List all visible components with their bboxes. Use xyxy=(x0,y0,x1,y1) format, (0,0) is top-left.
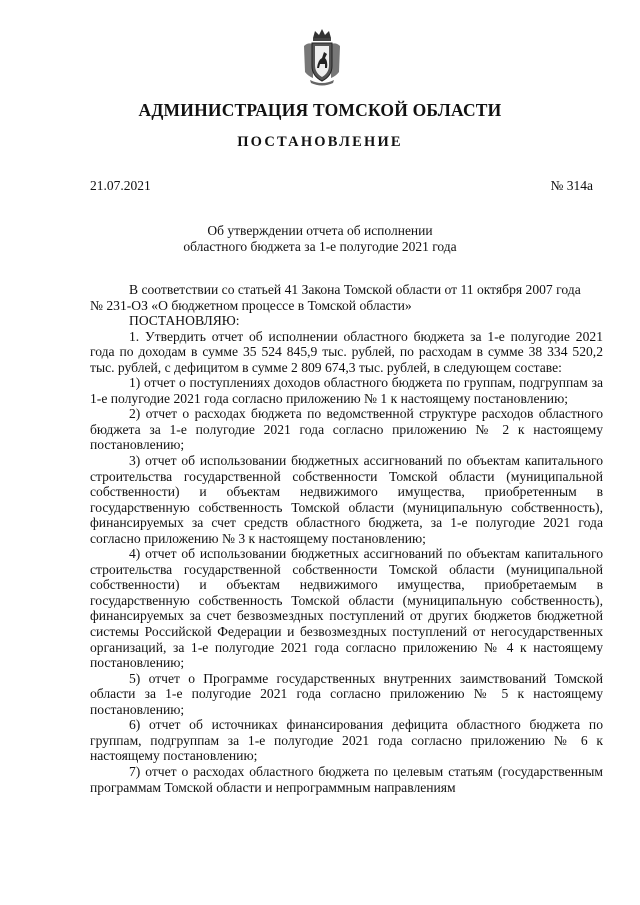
document-title xyxy=(0,223,640,255)
paragraph-item-1: 1) отчет о поступлениях доходов областного бюджета по группам, подгруппам за 1-е полугодие 2021 года согласно приложению № 1 к настоящему постановлению; xyxy=(90,375,603,406)
preamble-line-2: № 231-ОЗ «О бюджетном процессе в Томской области» xyxy=(90,297,412,313)
paragraph-item-3: 3) отчет об использовании бюджетных ассигнований по объектам капитального строительства государственной собственности Томской области (муниципальной собственности) и объектам недвижимого имущества, приобретенным в государственную собственность Томской области (муниципальную собственность), финансируемых за счет средств областного бюджета, за 1-е полугодие 2021 года согласно приложению № 3 к настоящему постановлению; xyxy=(90,453,603,546)
title-line-1: Об утверждении отчета об исполнении xyxy=(207,223,433,238)
paragraph-item-6: 6) отчет об источниках финансирования дефицита областного бюджета по группам, подгруппам за 1-е полугодие 2021 года согласно приложению № 6 к настоящему постановлению; xyxy=(90,717,603,764)
coat-of-arms-icon xyxy=(300,28,344,86)
preamble-line-1: В соответствии со статьей 41 Закона Томской области от 11 октября 2007 года xyxy=(129,282,581,297)
paragraph-item-4: 4) отчет об использовании бюджетных ассигнований по объектам капитального строительства государственной собственности Томской области (муниципальной собственности) и объектам недвижимого имущества, приобретаемым в государственную собственность Томской области (муниципальную собственность), финансируемых за счет безвозмездных поступлений от других бюджетов бюджетной системы Российской Федерации и безвозмездных поступлений от негосударственных организаций, за 1-е полугодие 2021 года согласно приложению № 4 к настоящему постановлению; xyxy=(90,546,603,671)
paragraph-item-2: 2) отчет о расходах бюджета по ведомственной структуре расходов областного бюджета за 1-е полугодие 2021 года согласно приложению № 2 к настоящему постановлению; xyxy=(90,406,603,453)
resolve-statement: ПОСТАНОВЛЯЮ: xyxy=(129,313,240,329)
organization-heading: АДМИНИСТРАЦИЯ ТОМСКОЙ ОБЛАСТИ xyxy=(138,100,502,120)
title-line-2: областного бюджета за 1-е полугодие 2021 года xyxy=(183,239,457,254)
paragraph-1: 1. Утвердить отчет об исполнении областного бюджета за 1-е полугодие 2021 года по доходам в сумме 35 524 845,9 тыс. рублей, по расходам в сумме 38 334 520,2 тыс. рублей, с дефицитом в сумме 2 809 674,3 тыс. рублей, в следующем составе: xyxy=(90,328,603,375)
document-type: ПОСТАНОВЛЕНИЕ xyxy=(237,134,403,150)
paragraph-item-7: 7) отчет о расходах областного бюджета по целевым статьям (государственным программам Томской области и непрограммным направлениям xyxy=(90,763,603,795)
document-number: № 314а xyxy=(550,178,593,193)
document-body xyxy=(90,282,603,795)
paragraph-item-5: 5) отчет о Программе государственных внутренних заимствований Томской области за 1-е полугодие 2021 года согласно приложению № 5 к настоящему постановлению; xyxy=(90,670,603,717)
document-date: 21.07.2021 xyxy=(90,178,151,193)
